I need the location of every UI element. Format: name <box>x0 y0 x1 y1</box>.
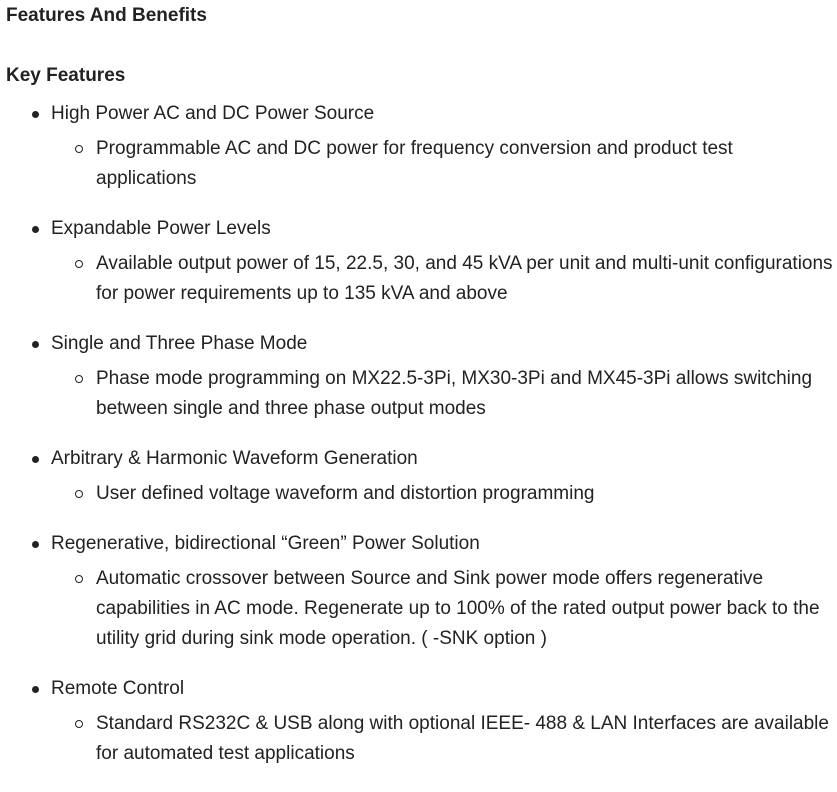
feature-detail-text: Programmable AC and DC power for frequency conversion and product test applications <box>96 138 733 189</box>
page-title: Features And Benefits <box>6 5 207 26</box>
feature-detail-list <box>51 249 837 309</box>
feature-detail-text: User defined voltage waveform and distortion programming <box>96 483 595 504</box>
feature-detail-list <box>51 479 837 509</box>
circle-bullet-icon <box>75 375 83 383</box>
circle-bullet-icon <box>75 720 83 728</box>
feature-detail <box>51 479 836 509</box>
feature-detail <box>51 564 836 654</box>
feature-detail-text: Phase mode programming on MX22.5-3Pi, MX30-3Pi and MX45-3Pi allows switching between single and three phase output modes <box>96 368 813 419</box>
feature-detail <box>51 134 836 194</box>
feature-list <box>6 99 837 769</box>
feature-detail-list <box>51 564 837 654</box>
bullet-icon <box>32 226 39 233</box>
feature-detail-text: Available output power of 15, 22.5, 30, and 45 kVA per unit and multi-unit configurations for power requirements up to 135 kVA and above <box>96 253 833 304</box>
bullet-icon <box>32 541 39 548</box>
feature-title: Arbitrary & Harmonic Waveform Generation <box>51 448 418 469</box>
feature-title: Regenerative, bidirectional “Green” Power Solution <box>51 533 480 554</box>
feature-title: Expandable Power Levels <box>51 218 271 239</box>
circle-bullet-icon <box>75 260 83 268</box>
feature-title: Remote Control <box>51 678 185 699</box>
feature-detail <box>51 364 836 424</box>
list-item <box>6 99 837 194</box>
feature-detail-list <box>51 134 837 194</box>
bullet-icon <box>32 111 39 118</box>
feature-detail-text: Automatic crossover between Source and Sink power mode offers regenerative capabilities in AC mode. Regenerate up to 100% of the rated output power back to the utility grid during sink mode operation. ( -SNK option ) <box>96 568 820 649</box>
list-item <box>6 329 837 424</box>
feature-detail-list <box>51 709 837 769</box>
feature-detail-list <box>51 364 837 424</box>
list-item <box>6 674 837 769</box>
circle-bullet-icon <box>75 575 83 583</box>
bullet-icon <box>32 456 39 463</box>
bullet-icon <box>32 686 39 693</box>
feature-detail <box>51 249 836 309</box>
bullet-icon <box>32 341 39 348</box>
key-features-heading: Key Features <box>6 65 126 86</box>
feature-detail <box>51 709 836 769</box>
feature-title: Single and Three Phase Mode <box>51 333 308 354</box>
list-item <box>6 214 837 309</box>
list-item <box>6 444 837 509</box>
circle-bullet-icon <box>75 490 83 498</box>
feature-detail-text: Standard RS232C & USB along with optional IEEE- 488 & LAN Interfaces are available for automated test applications <box>96 713 829 764</box>
feature-title: High Power AC and DC Power Source <box>51 103 375 124</box>
list-item <box>6 529 837 654</box>
circle-bullet-icon <box>75 145 83 153</box>
